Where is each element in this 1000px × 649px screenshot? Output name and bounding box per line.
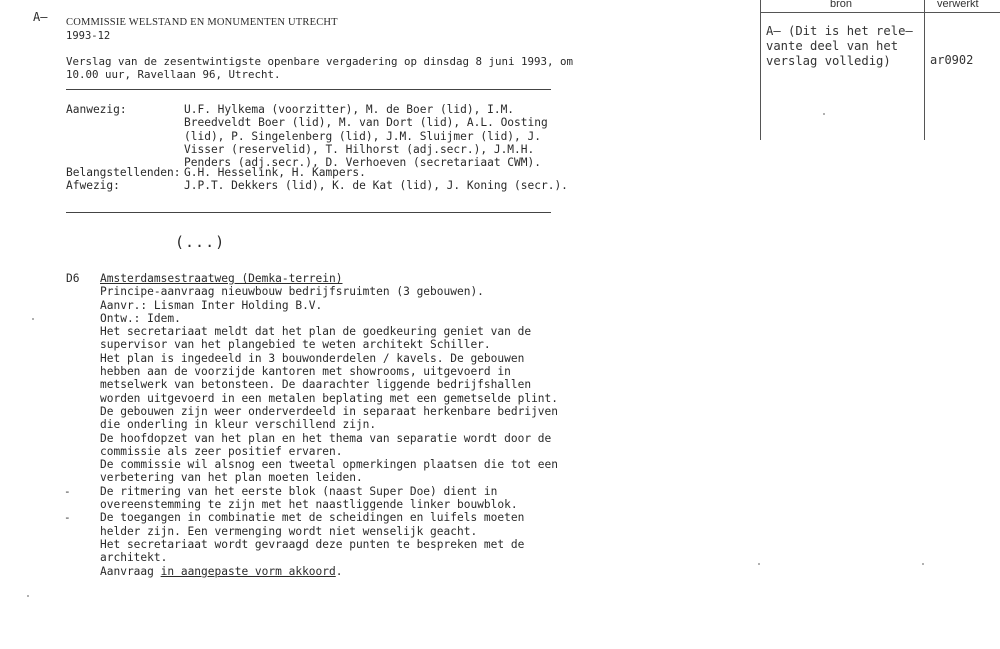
bron-note — [766, 24, 913, 69]
item-line: De hoofdopzet van het plan en het thema van separatie wordt door de — [100, 431, 552, 445]
margin-header-rule — [760, 12, 1000, 13]
present-list — [184, 103, 548, 169]
item-line: Ontw.: Idem. — [100, 311, 181, 325]
report-title-line: Verslag van de zesentwintigste openbare vergadering op dinsdag 8 juni 1993, om — [66, 55, 574, 68]
verwerkt-code: ar0902 — [930, 53, 974, 67]
item-line: De toegangen in combinatie met de scheidingen en luifels moeten — [100, 511, 525, 525]
stakeholders-label: Belangstellenden: — [66, 166, 181, 179]
item-line: De gebouwen zijn weer onderverdeeld in separaat herkenbare bedrijven — [100, 404, 559, 418]
item-conclusion — [100, 565, 558, 578]
scan-speck — [922, 563, 924, 565]
item-line: metselwerk van betonsteen. De daarachter liggende bedrijfshallen — [100, 378, 532, 392]
omission-marker: (...) — [175, 233, 226, 251]
item-line: Het plan is ingedeeld in 3 bouwonderdelen / kavels. De gebouwen — [100, 351, 525, 365]
item-body — [100, 272, 558, 578]
scan-speck — [27, 595, 29, 597]
item-line: hebben aan de voorzijde kantoren met showrooms, uitgevoerd in — [100, 365, 511, 379]
document-code: 1993-12 — [66, 30, 111, 42]
scan-speck — [823, 113, 825, 115]
present-line: Visser (reservelid), T. Hilhorst (adj.secr.), J.M.H. — [184, 142, 535, 156]
bron-note-line: verslag volledig) — [766, 54, 891, 68]
absent-list: J.P.T. Dekkers (lid), K. de Kat (lid), J. Koning (secr.). — [184, 179, 568, 192]
item-code: D6 — [66, 272, 80, 285]
conclusion-decision: in aangepaste vorm akkoord — [160, 564, 336, 578]
conclusion-suffix: . — [335, 564, 343, 578]
item-line: verbetering van het plan moeten leiden. — [100, 471, 363, 485]
report-title — [66, 55, 573, 81]
attendance-divider — [66, 212, 551, 213]
stakeholders-list: G.H. Hesselink, H. Kampers. — [184, 166, 366, 179]
item-line: De ritmering van het eerste blok (naast Super Doe) dient in — [100, 484, 498, 498]
item-line: Aanvr.: Lisman Inter Holding B.V. — [100, 298, 323, 312]
bullet-dash: - — [64, 485, 71, 498]
item-line: Het secretariaat meldt dat het plan de goedkeuring geniet van de — [100, 325, 532, 339]
present-line: Penders (adj.secr.), D. Verhoeven (secretariaat CWM). — [184, 156, 541, 170]
item-line: worden uitgevoerd in een metalen beplating met een gemetselde plint. — [100, 391, 559, 405]
bron-note-line: vante deel van het — [766, 39, 899, 53]
item-line: commissie als zeer positief ervaren. — [100, 444, 343, 458]
item-line: Het secretariaat wordt gevraagd deze punten te bespreken met de — [100, 537, 525, 551]
item-line: De commissie wil alsnog een tweetal opmerkingen plaatsen die tot een — [100, 458, 559, 472]
present-label: Aanwezig: — [66, 103, 127, 116]
header-divider — [66, 89, 551, 90]
item-title: Amsterdamsestraatweg (Demka-terrein) — [100, 272, 343, 285]
item-line: supervisor van het plangebied te weten architekt Schiller. — [100, 338, 491, 352]
corner-mark: A— — [33, 10, 48, 24]
scan-speck — [758, 563, 760, 565]
margin-column-divider — [924, 0, 925, 140]
item-line: Principe-aanvraag nieuwbouw bedrijfsruimten (3 gebouwen). — [100, 285, 484, 299]
item-line: die onderling in kleur verschillend zijn. — [100, 418, 377, 432]
bron-column-header: bron — [830, 0, 853, 10]
scan-speck — [32, 318, 34, 320]
item-line: helder zijn. Een vermenging wordt niet wenselijk geacht. — [100, 524, 478, 538]
margin-left-rule — [760, 0, 761, 140]
verwerkt-column-header: verwerkt — [937, 0, 979, 10]
bullet-dash: - — [64, 511, 71, 524]
conclusion-prefix: Aanvraag — [100, 564, 161, 578]
present-line: Breedveldt Boer (lid), M. van Dort (lid), A.L. Oosting — [184, 116, 548, 130]
organization-name: COMMISSIE WELSTAND EN MONUMENTEN UTRECHT — [66, 17, 338, 28]
present-line: U.F. Hylkema (voorzitter), M. de Boer (lid), I.M. — [184, 103, 515, 116]
item-line: overeenstemming te zijn met het naastliggende linker bouwblok. — [100, 498, 518, 512]
bron-note-line: A— (Dit is het rele— — [766, 24, 913, 38]
absent-label: Afwezig: — [66, 179, 120, 192]
item-line: architekt. — [100, 551, 168, 565]
report-title-line: 10.00 uur, Ravellaan 96, Utrecht. — [66, 68, 281, 81]
present-line: (lid), P. Singelenberg (lid), J.M. Sluijmer (lid), J. — [184, 129, 541, 143]
